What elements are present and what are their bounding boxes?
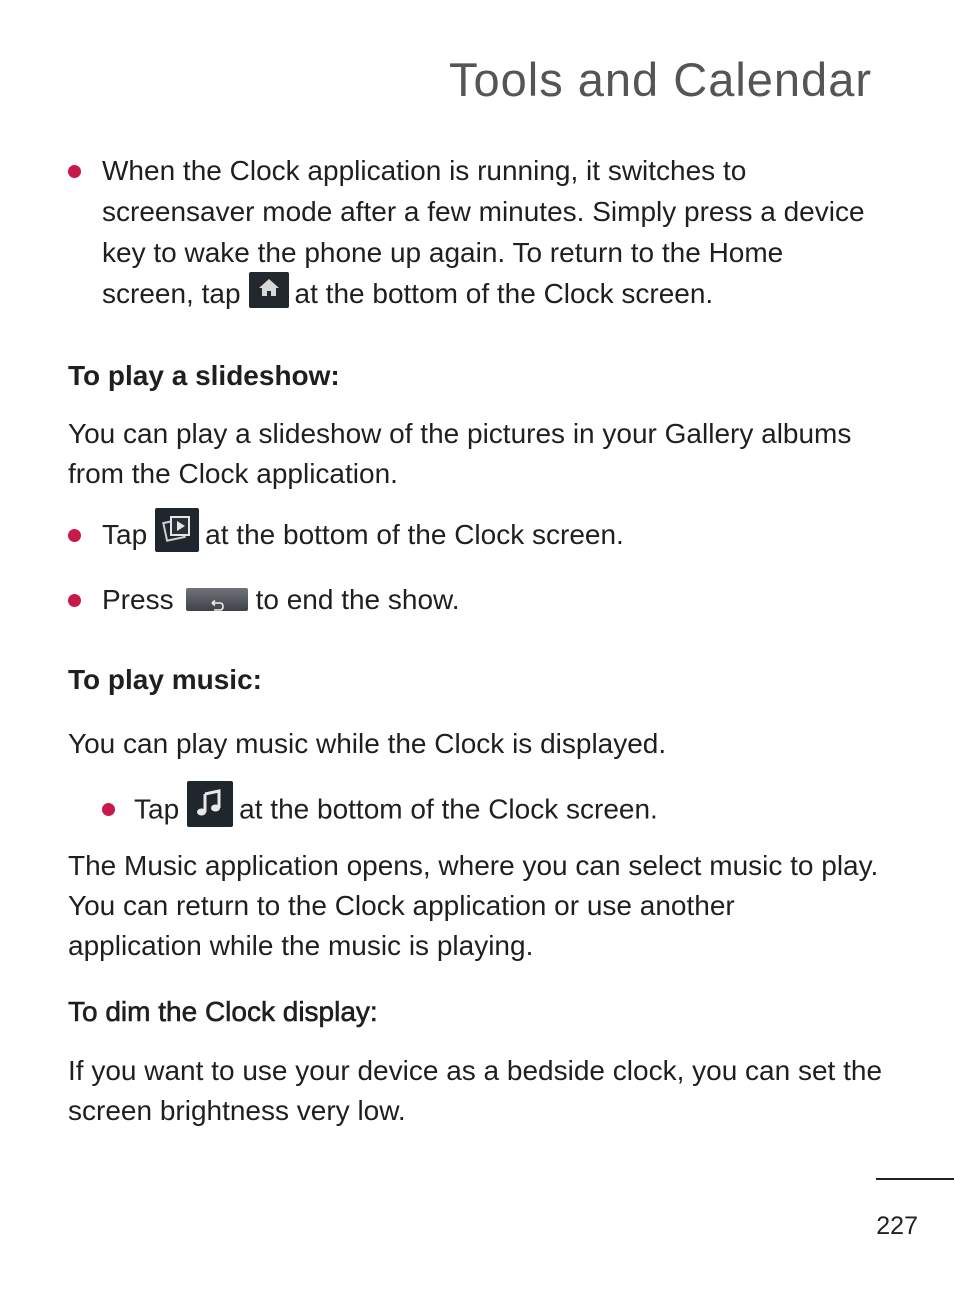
music-after-line-2: You can return to the Clock application or use another: [68, 890, 735, 921]
slideshow-line-2: from the Clock application.: [68, 458, 398, 489]
slideshow-line-1: You can play a slideshow of the pictures in your Gallery albums: [68, 418, 852, 449]
intro-line-4-before: screen, tap: [102, 278, 241, 309]
intro-line-4: [102, 273, 865, 314]
page-title: Tools and Calendar: [449, 53, 872, 106]
bullet-dot: [68, 594, 81, 607]
music-bullet-text: [134, 788, 658, 834]
footer-rule: [876, 1178, 954, 1180]
intro-line-3: key to wake the phone up again. To return to the Home: [102, 237, 784, 268]
music-bullet-before: Tap: [134, 793, 180, 825]
slideshow-bullet2-after: to end the show.: [255, 584, 460, 615]
slideshow-heading: To play a slideshow:: [68, 360, 340, 391]
intro-line-2: screensaver mode after a few minutes. Simply press a device: [102, 196, 865, 227]
dim-heading: To dim the Clock display:: [68, 996, 378, 1027]
intro-line-1: When the Clock application is running, it switches to: [102, 155, 747, 186]
back-key-icon: [186, 588, 248, 611]
bullet-dot: [102, 803, 115, 816]
bullet-dot: [68, 529, 81, 542]
slideshow-bullet1-after: at the bottom of the Clock screen.: [205, 519, 624, 550]
music-after-line-3: application while the music is playing.: [68, 930, 534, 961]
slideshow-paragraph: [68, 414, 851, 494]
music-after-paragraph: [68, 846, 878, 966]
dim-line-1: If you want to use your device as a bedside clock, you can set the: [68, 1055, 883, 1086]
music-after-line-1: The Music application opens, where you can select music to play.: [68, 850, 879, 881]
slideshow-bullet1-before: Tap: [102, 519, 148, 550]
dim-line-2: screen brightness very low.: [68, 1095, 406, 1126]
page-number: 227: [876, 1212, 918, 1240]
slideshow-icon: [155, 508, 199, 552]
intro-line-4-after: at the bottom of the Clock screen.: [294, 278, 714, 309]
slideshow-bullet2-before: Press: [102, 584, 174, 615]
bullet-dot: [68, 165, 81, 178]
slideshow-bullet-text: [102, 514, 624, 559]
dim-paragraph: [68, 1051, 882, 1131]
home-icon: [249, 272, 289, 308]
music-note-icon: [187, 781, 233, 827]
music-bullet-after: at the bottom of the Clock screen.: [239, 793, 658, 825]
music-heading: To play music:: [68, 664, 262, 695]
music-paragraph: You can play music while the Clock is displayed.: [68, 728, 667, 759]
slideshow-bullet2-text: [102, 579, 460, 620]
